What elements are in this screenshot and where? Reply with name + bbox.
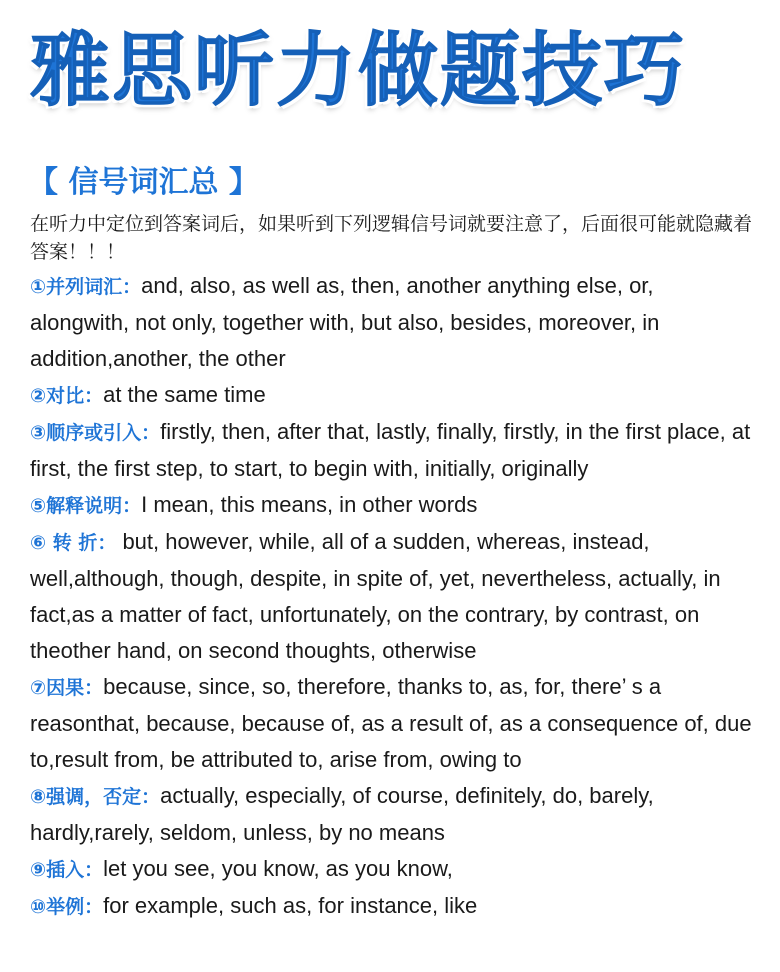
category-emphasis-negation xyxy=(30,778,758,851)
page-title: 雅思听力做题技巧 xyxy=(30,24,686,117)
intro-paragraph: 在听力中定位到答案词后，如果听到下列逻辑信号词就要注意了，后面很可能就隐藏着答案！！！ xyxy=(30,213,753,263)
category-label: ⑦因果： xyxy=(30,677,104,699)
category-words: actually, especially, of course, definitely, do, barely, hardly,rarely, seldom, unless, by no means xyxy=(30,783,654,845)
category-label: ⑨插入： xyxy=(30,859,104,881)
category-label: ①并列词汇： xyxy=(30,276,142,298)
category-words: at the same time xyxy=(103,382,266,407)
category-words: firstly, then, after that, lastly, finally, firstly, in the first place, at first, the first step, to start, to begin with, initially, originally xyxy=(30,419,751,481)
category-example xyxy=(30,888,758,925)
category-label: ⑧强调，否定： xyxy=(30,786,161,808)
category-insertion xyxy=(30,851,758,888)
category-explanation xyxy=(30,487,758,524)
category-words: but, however, while, all of a sudden, whereas, instead, well,although, though, despite, in spite of, yet, nevertheless, actually, in fact,as a matter of fact, unfortunately, on the contrary, by contrast, on theother hand, on second thoughts, otherwise xyxy=(30,529,721,663)
category-contrast xyxy=(30,377,758,414)
category-parallel xyxy=(30,268,758,377)
category-words: and, also, as well as, then, another anything else, or, alongwith, not only, together with, but also, besides, moreover, in addition,another, the other xyxy=(30,273,660,371)
category-sequence xyxy=(30,414,758,487)
signal-word-list xyxy=(30,268,758,925)
category-label: ⑩举例： xyxy=(30,896,104,918)
category-words: because, since, so, therefore, thanks to, as, for, there’ s a reasonthat, because, because of, as a result of, as a consequence of, due to,result from, be attributed to, arise from, owing to xyxy=(30,674,752,772)
category-cause-effect xyxy=(30,669,758,778)
category-words: let you see, you know, as you know, xyxy=(103,856,453,881)
section-heading: 【 信号词汇总 】 xyxy=(28,165,259,200)
category-label: ⑥ 转 折： xyxy=(30,532,117,554)
category-words: I mean, this means, in other words xyxy=(141,492,478,517)
category-label: ②对比： xyxy=(30,385,104,407)
category-label: ③顺序或引入： xyxy=(30,422,161,444)
category-turning xyxy=(30,524,758,669)
category-words: for example, such as, for instance, like xyxy=(103,893,478,918)
category-label: ⑤解释说明： xyxy=(30,495,142,517)
